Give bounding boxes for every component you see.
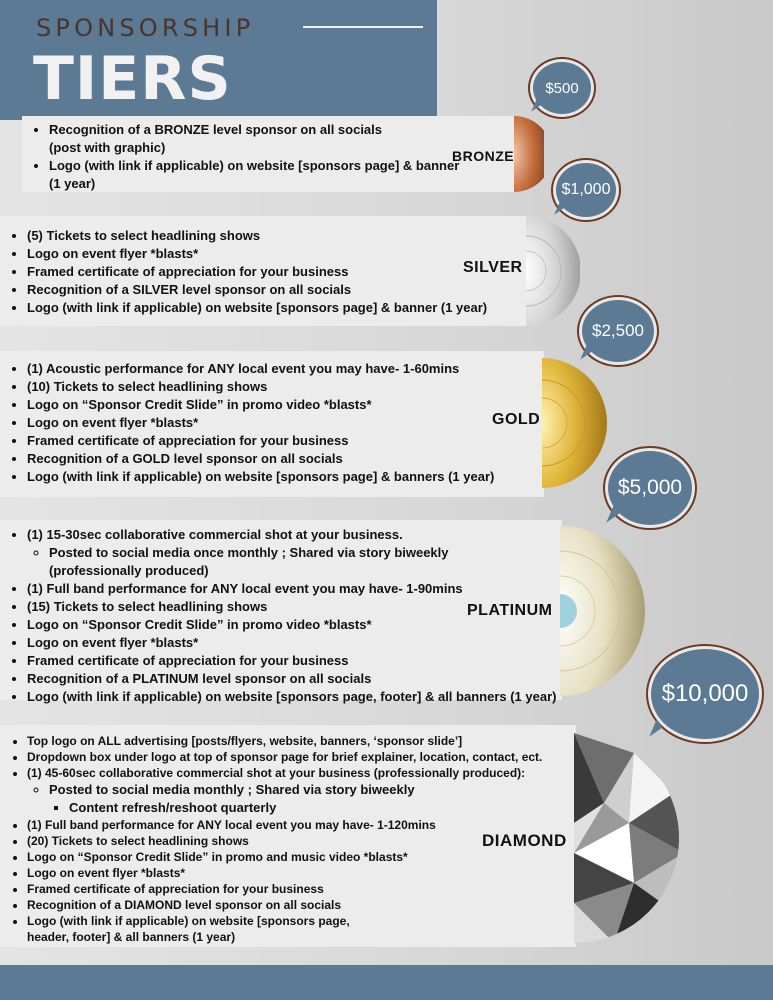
- tier-name: BRONZE: [452, 148, 515, 164]
- platinum-record-icon: [560, 526, 652, 696]
- list-item: • (1) 15-30sec collaborative commercial shot at your business.: [27, 526, 562, 544]
- list-item: • Logo (with link if applicable) on website [sponsors page] & banner (1 year): [27, 299, 528, 317]
- tier-card-silver: [0, 216, 528, 326]
- list-item: • Framed certificate of appreciation for your business: [27, 652, 562, 670]
- list-item: • Logo on event flyer *blasts*: [27, 414, 544, 432]
- list-item: • (1) Full band performance for ANY local event you may have- 1-90mins: [27, 580, 562, 598]
- silver-record-icon: [526, 216, 580, 326]
- tier-name: SILVER: [463, 259, 523, 276]
- price-label: $10,000: [661, 680, 749, 707]
- diamond-icon: [574, 733, 686, 943]
- tier-name: PLATINUM: [467, 602, 553, 619]
- list-item: • Framed certificate of appreciation for your business: [27, 432, 544, 450]
- list-item: • (15) Tickets to select headlining shows: [27, 598, 562, 616]
- sub-list: [27, 544, 562, 580]
- list-item: • Recognition of a SILVER level sponsor on all socials: [27, 281, 528, 299]
- list-item: • (10) Tickets to select headlining shows: [27, 378, 544, 396]
- price-label: $1,000: [561, 181, 611, 198]
- list-item: • (5) Tickets to select headlining shows: [27, 227, 528, 245]
- bronze-record-icon: [514, 116, 544, 192]
- sub-list: [27, 781, 576, 817]
- price-bubble-diamond: [651, 649, 759, 739]
- list-item: • Framed certificate of appreciation for your business: [27, 263, 528, 281]
- list-item: • Logo on event flyer *blasts*: [27, 634, 562, 652]
- list-item: • Logo (with link if applicable) on website [sponsors page] & banners (1 year): [27, 468, 544, 486]
- price-bubble-silver: [556, 163, 616, 217]
- tier-card-gold: [0, 351, 544, 497]
- list-item: • Logo (with link if applicable) on website [sponsors page, footer] & all banners (1 year): [27, 688, 562, 706]
- list-item: • Logo on “Sponsor Credit Slide” in promo and music video *blasts*: [27, 849, 576, 865]
- list-item: ▪ Content refresh/reshoot quarterly: [69, 799, 576, 817]
- list-item: ◦ Posted to social media monthly ; Shared via story biweekly: [49, 781, 576, 799]
- header-kicker: SPONSORSHIP: [36, 14, 255, 42]
- price-label: $500: [545, 79, 579, 97]
- list-item: • Top logo on ALL advertising [posts/flyers, website, banners, ‘sponsor slide’]: [27, 733, 576, 749]
- gold-record-icon: [542, 358, 608, 488]
- tier-benefits-list: [0, 227, 528, 317]
- list-item: • Recognition of a DIAMOND level sponsor on all socials: [27, 897, 576, 913]
- list-item: [27, 544, 562, 580]
- tier-benefits-list: [22, 121, 516, 193]
- list-item: • Recognition of a PLATINUM level sponsor on all socials: [27, 670, 562, 688]
- list-item: • Dropdown box under logo at top of sponsor page for brief explainer, location, contact, ect.: [27, 749, 576, 765]
- list-item: • Logo on event flyer *blasts*: [27, 245, 528, 263]
- tier-card-diamond: [0, 725, 576, 947]
- list-item: ◦ Posted to social media once monthly ; Shared via story biweekly (professionally produced): [49, 544, 529, 580]
- tier-card-platinum: [0, 520, 562, 704]
- tier-name: GOLD: [492, 411, 541, 428]
- list-item: • Recognition of a GOLD level sponsor on all socials: [27, 450, 544, 468]
- list-item: • (20) Tickets to select headlining shows: [27, 833, 576, 849]
- list-item: • Recognition of a BRONZE level sponsor on all socials (post with graphic): [49, 121, 516, 157]
- list-item: • (1) Acoustic performance for ANY local event you may have- 1-60mins: [27, 360, 544, 378]
- price-bubble-gold: [582, 300, 654, 362]
- list-item: • Logo (with link if applicable) on website [sponsors page, header, footer] & all banners (1 year): [27, 913, 367, 945]
- page-title: TIERS: [33, 44, 232, 114]
- list-item: • Logo (with link if applicable) on website [sponsors page] & banner (1 year): [49, 157, 469, 193]
- list-item: • Framed certificate of appreciation for your business: [27, 881, 576, 897]
- price-label: $5,000: [617, 476, 683, 499]
- list-item: • Logo on “Sponsor Credit Slide” in promo video *blasts*: [27, 616, 562, 634]
- price-label: $2,500: [592, 321, 644, 340]
- list-item: • (1) Full band performance for ANY local event you may have- 1-120mins: [27, 817, 576, 833]
- footer-bar: [0, 965, 773, 1000]
- list-item: • (1) 45-60sec collaborative commercial shot at your business (professionally produced):: [27, 765, 576, 781]
- list-item: • Logo on event flyer *blasts*: [27, 865, 576, 881]
- list-item: • Logo on “Sponsor Credit Slide” in promo video *blasts*: [27, 396, 544, 414]
- tier-benefits-list: [0, 360, 544, 486]
- header-rule: [303, 26, 423, 28]
- list-item: [49, 799, 576, 817]
- price-bubble-bronze: [533, 62, 591, 114]
- tier-name: DIAMOND: [482, 831, 567, 850]
- sub-sub-list: [49, 799, 576, 817]
- tier-card-bronze: [22, 116, 516, 192]
- header-banner: [0, 0, 437, 120]
- price-bubble-platinum: [608, 451, 692, 525]
- list-item: [27, 781, 576, 817]
